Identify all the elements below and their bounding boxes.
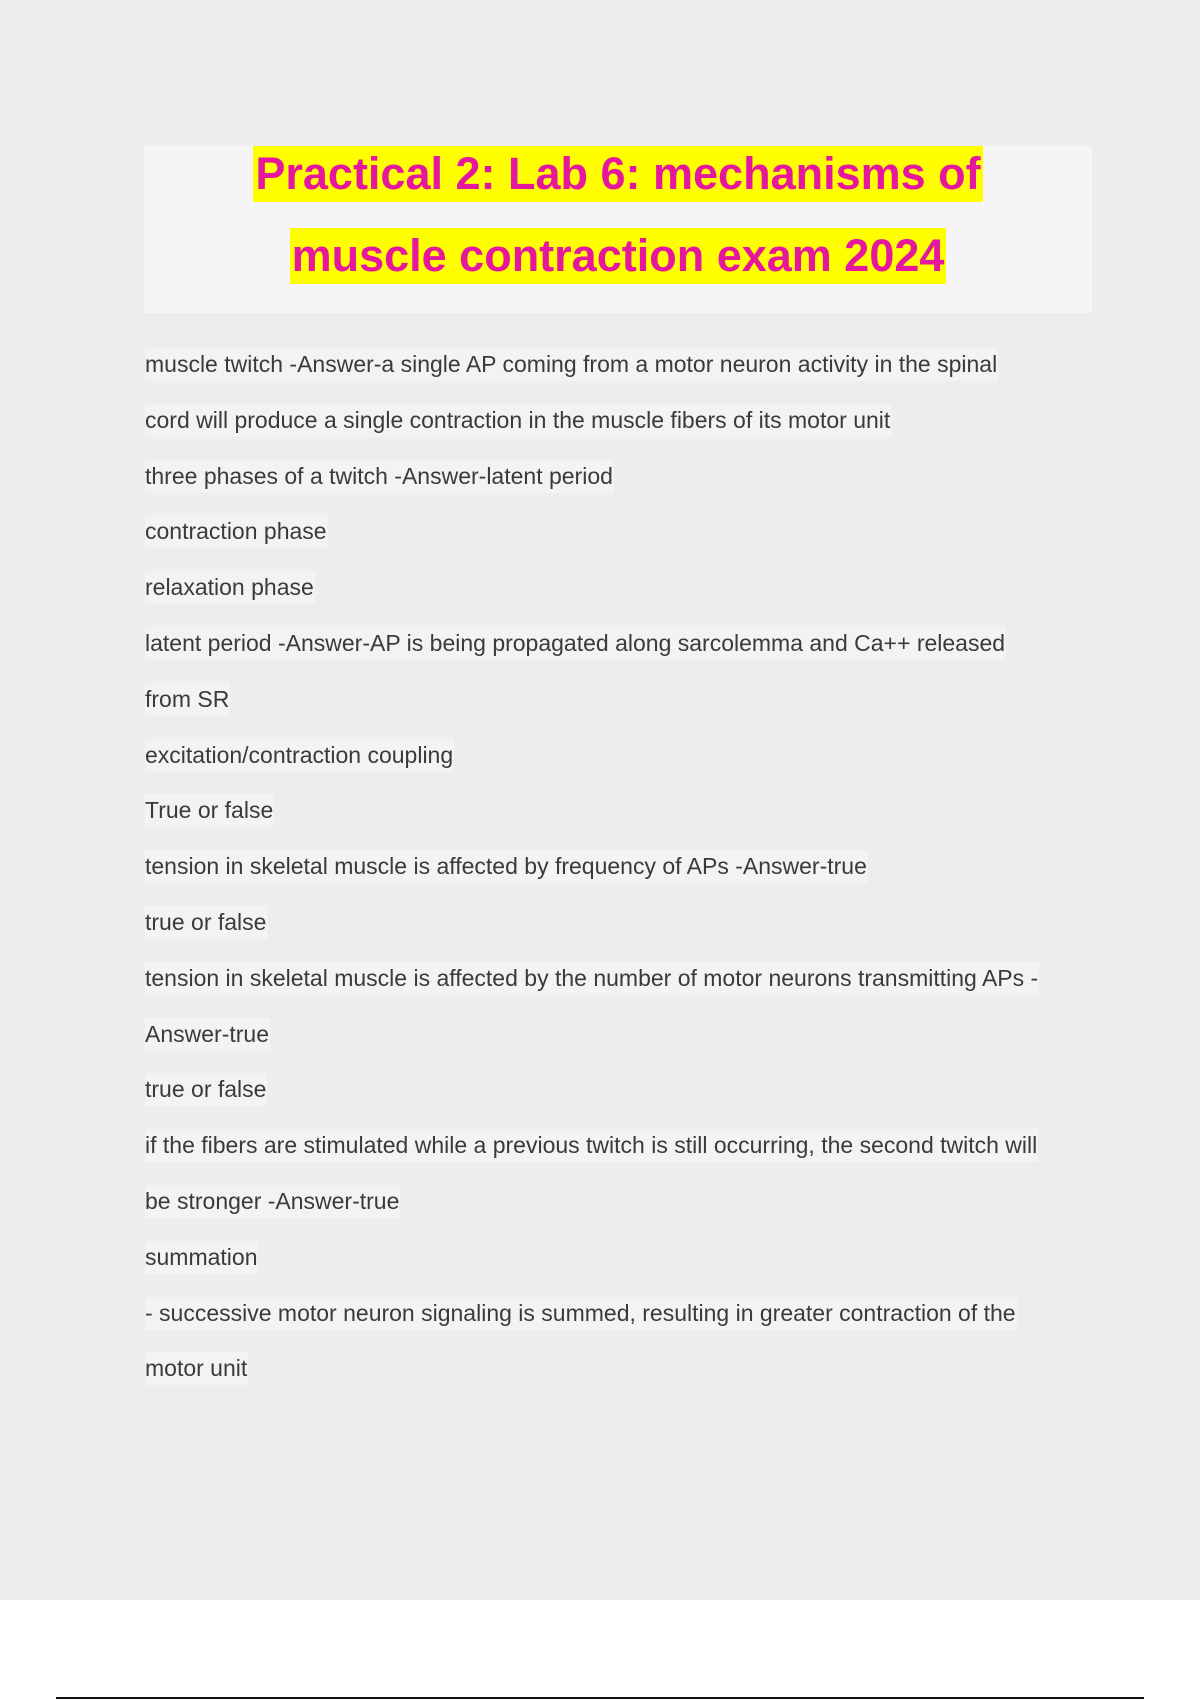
text-line-content: - successive motor neuron signaling is summed, resulting in greater contraction of the — [145, 1297, 1017, 1330]
text-line — [145, 1352, 1105, 1408]
text-line-content: true or false — [145, 1073, 267, 1106]
text-line-content: contraction phase — [145, 515, 328, 548]
text-line-content: be stronger -Answer-true — [145, 1185, 400, 1218]
text-line — [145, 683, 1105, 739]
text-line — [145, 515, 1105, 571]
text-line — [145, 1241, 1105, 1297]
text-line-content: from SR — [145, 683, 230, 716]
title-line-1 — [144, 146, 1092, 202]
text-line-content: excitation/contraction coupling — [145, 739, 454, 772]
text-line — [145, 739, 1105, 795]
text-line — [145, 404, 1105, 460]
text-line — [145, 906, 1105, 962]
text-line-content: tension in skeletal muscle is affected by the number of motor neurons transmitting APs - — [145, 962, 1039, 995]
text-line — [145, 571, 1105, 627]
text-line — [145, 794, 1105, 850]
text-line-content: tension in skeletal muscle is affected by frequency of APs -Answer-true — [145, 850, 868, 883]
document-body — [145, 348, 1105, 1408]
text-line — [145, 850, 1105, 906]
text-line-content: three phases of a twitch -Answer-latent period — [145, 460, 614, 493]
text-line-content: cord will produce a single contraction in the muscle fibers of its motor unit — [145, 404, 891, 437]
text-line — [145, 1185, 1105, 1241]
text-line — [145, 962, 1105, 1018]
text-line-content: motor unit — [145, 1352, 248, 1385]
text-line-content: muscle twitch -Answer-a single AP coming from a motor neuron activity in the spinal — [145, 348, 998, 381]
text-line — [145, 1073, 1105, 1129]
text-line-content: relaxation phase — [145, 571, 315, 604]
text-line-content: summation — [145, 1241, 258, 1274]
page-title-part-2: muscle contraction exam 2024 — [290, 228, 947, 284]
title-box — [144, 146, 1092, 313]
text-line — [145, 1297, 1105, 1353]
text-line-content: Answer-true — [145, 1018, 270, 1051]
page-title-part-1: Practical 2: Lab 6: mechanisms of — [253, 146, 982, 202]
text-line — [145, 1129, 1105, 1185]
text-line — [145, 348, 1105, 404]
text-line-content: True or false — [145, 794, 274, 827]
title-line-2 — [144, 228, 1092, 284]
text-line-content: latent period -Answer-AP is being propagated along sarcolemma and Ca++ released — [145, 627, 1006, 660]
text-line-content: if the fibers are stimulated while a previous twitch is still occurring, the second twitch will — [145, 1129, 1038, 1162]
text-line — [145, 460, 1105, 516]
text-line — [145, 1018, 1105, 1074]
footer-divider — [56, 1697, 1144, 1699]
text-line — [145, 627, 1105, 683]
text-line-content: true or false — [145, 906, 267, 939]
